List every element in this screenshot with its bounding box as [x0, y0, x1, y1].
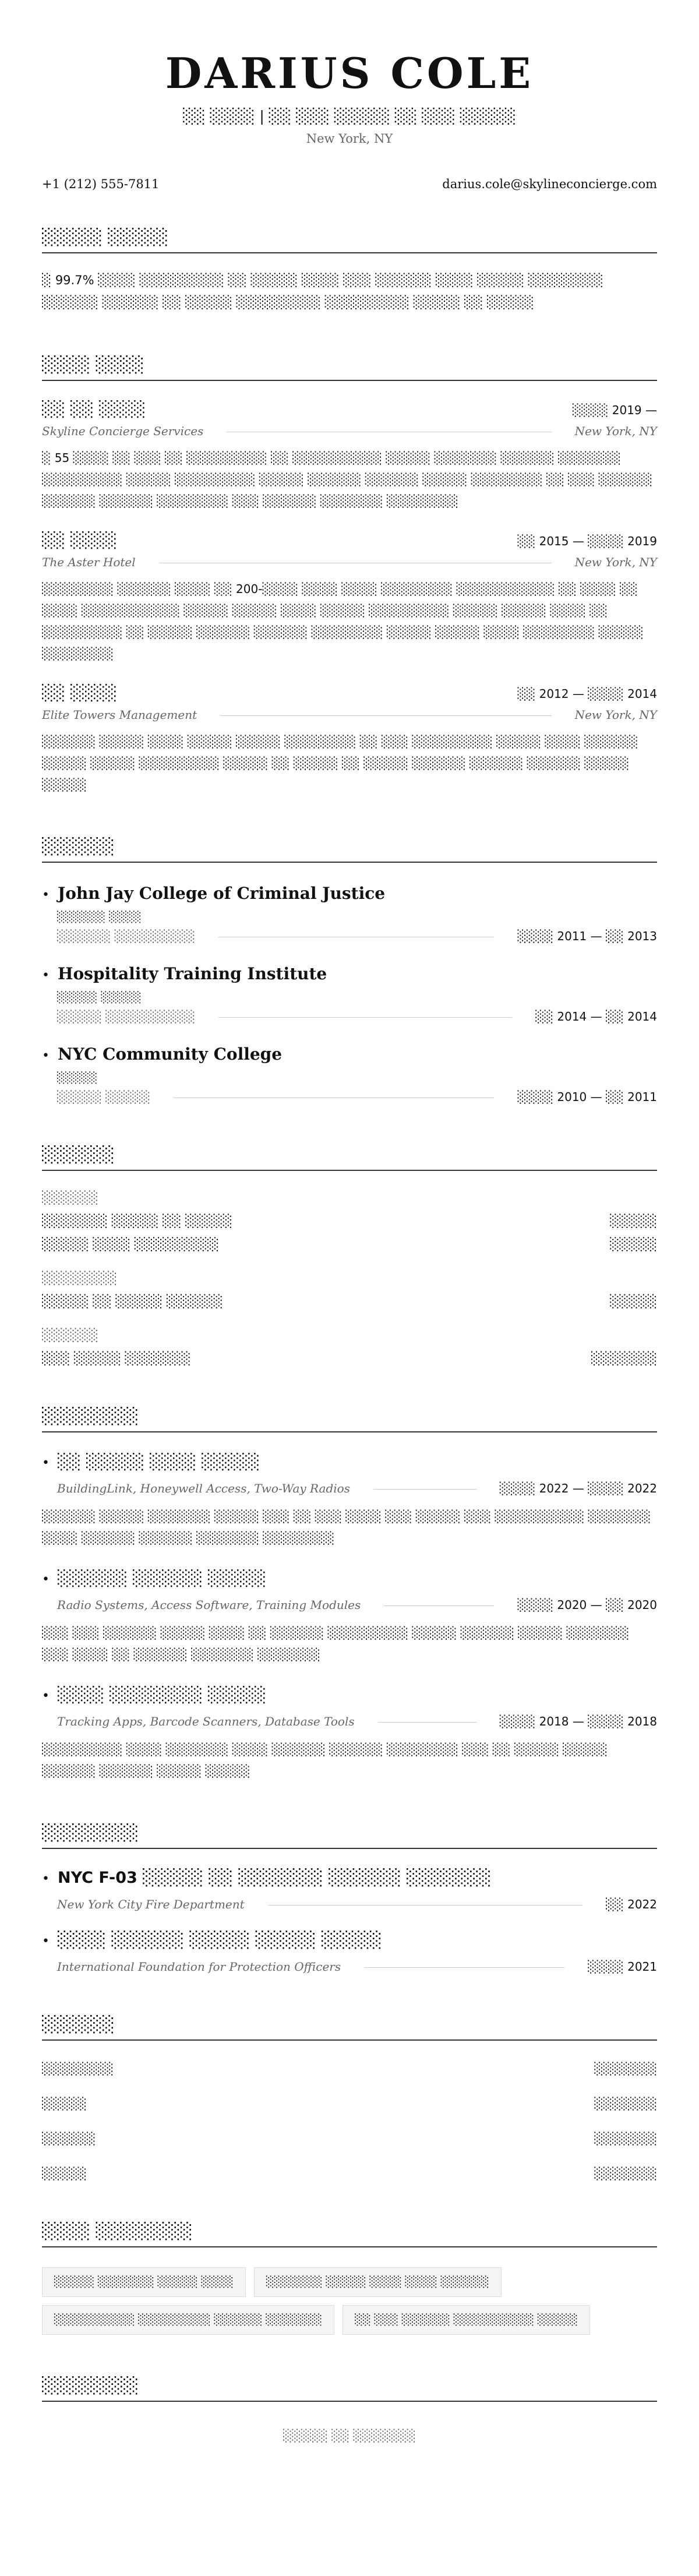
job-title: ░░ ░░░░ [42, 531, 118, 549]
interest-tag: ░░░░░░░ ░░░░░ ░░░░ ░░░░ ░░░░░░ [254, 2267, 502, 2297]
section-title: ░░░░ ░░░░░░░░ [42, 2222, 657, 2247]
project-entry [42, 1570, 657, 1665]
field-of-study: ░░░░░ ░░░░░ [57, 1089, 151, 1104]
language-level: ░░░░░░░ [594, 2131, 657, 2146]
project-date: ░░░░ 2018 — ░░░░ 2018 [499, 1714, 657, 1728]
job-description: ░░░░░░░░ ░░░░░░ ░░░░ ░░ 200-░░░░ ░░░░ ░░░░ ░░░░░░░░ ░░░░░░░░░░░ ░░ ░░░░ ░░ ░░░░ ░░░░░░░░░░░ ░░░░░ ░░░░░ ░░░░ ░░░░░ ░░░░░░░░░ ░░░░░ ░░░░░ ░░░░ ░░ ░░░░░░░░░ ░░ ░░░░░ ░░░░░░ ░░░░░░ ░░░░░░░░ ░░░░░ ░░░░░ ░░░░ ░░░░░░░░ ░░░░░ ░░░░░░░░ [42, 581, 644, 661]
bullet-icon: • [42, 1455, 50, 1470]
certification-entry [42, 1931, 657, 1974]
languages-section [42, 2016, 657, 2180]
skills-section [42, 1146, 657, 1365]
section-title: ░░░░░ ░░░░░ [42, 228, 657, 253]
skill-level: ░░░░░░░ [591, 1351, 657, 1365]
skill-category: ░░░░░░ [42, 1328, 98, 1342]
section-title: ░░░░░░ [42, 2016, 657, 2041]
job-company: The Aster Hotel [42, 555, 136, 569]
interest-tag: ░░ ░░░ ░░░░░░ ░░░░░░░░░░ ░░░░░ [343, 2305, 590, 2335]
section-title: ░░░░░░ [42, 838, 657, 863]
project-entry [42, 1686, 657, 1782]
job-company: Skyline Concierge Services [42, 424, 204, 438]
job-description: ░░░░░░ ░░░░░ ░░░░ ░░░░░ ░░░░░ ░░░░░░░░ ░░ ░░░ ░░░░░░░░░ ░░░░░ ░░░░ ░░░░░░ ░░░░░ ░░░░░ ░░░░░░░░░ ░░░░░ ░░ ░░░░░ ░░ ░░░░░ ░░░░░░ ░░░░░░ ░░░░░░ ░░░░░ ░░░░░ [42, 734, 638, 792]
experience-section [42, 356, 657, 796]
skill-level: ░░░░░ [610, 1294, 657, 1308]
bullet-icon: • [42, 887, 50, 902]
skill-group [42, 1271, 657, 1308]
school-name: John Jay College of Criminal Justice [57, 883, 386, 903]
skill-name: ░░░░░ ░░░░ ░░░░░░░░░ [42, 1237, 220, 1251]
field-of-study: ░░░░░░ ░░░░░░░░░ [57, 929, 196, 943]
school-name: Hospitality Training Institute [57, 964, 327, 983]
job-location: New York, NY [574, 555, 657, 569]
job-entry [42, 532, 657, 665]
contact-row [42, 177, 657, 191]
job-location: New York, NY [574, 707, 657, 722]
summary-text: ░ 99.7% ░░░░ ░░░░░░░░░ ░░ ░░░░░ ░░░░ ░░░ ░░░░░░ ░░░░ ░░░░░ ░░░░░░░░ ░░░░░░ ░░░░░░ ░░ ░░░░░ ░░░░░░░░░ ░░░░░░░░░ ░░░░░ ░░ ░░░░░ [42, 273, 603, 309]
certification-title: ░░░░ ░░░░░░ ░░░░░ ░░░░░ ░░░░░ [57, 1931, 382, 1949]
interest-tag: ░░░░░ ░░░░░░░ ░░░░░ ░░░░ [42, 2267, 246, 2297]
section-title: ░░░░░░ [42, 1146, 657, 1171]
job-description: ░ 55 ░░░░ ░░ ░░░ ░░ ░░░░░░░░░ ░░ ░░░░░░░░░░ ░░░░░ ░░░░░░░ ░░░░░░ ░░░░░░░ ░░░░░░░░░ ░░░░░ ░░░░░░░░░ ░░░░░ ░░░░░░ ░░░░░░ ░░░░░ ░░░░░░░░ ░░ ░░░ ░░░░░░ ░░░░░░ ░░░░░░ ░░░░░░░░ ░░░ ░░░░░░ ░░░░░░░ ░░░░░░░░ [42, 450, 652, 508]
interests-section [42, 2222, 657, 2335]
section-title: ░░░░░░░░ [42, 2377, 657, 2402]
skill-row [42, 1294, 657, 1308]
bullet-icon: • [42, 1572, 50, 1587]
bullet-icon: • [42, 1688, 50, 1703]
education-date: ░░░░ 2011 — ░░ 2013 [517, 929, 657, 943]
project-title: ░░░░ ░░░░░░░░ ░░░░░ [57, 1686, 267, 1704]
skill-row [42, 1237, 657, 1251]
divider [373, 1489, 476, 1490]
email-address: darius.cole@skylineconcierge.com [442, 177, 657, 192]
education-entry [42, 884, 657, 943]
certification-issuer: International Foundation for Protection Officers [57, 1959, 341, 1974]
certification-entry [42, 1869, 657, 1911]
project-title: ░░░░░░ ░░░░░░ ░░░░░ [57, 1569, 267, 1587]
job-title: ░░ ░░░░ [42, 684, 118, 702]
job-date: ░░ 2012 — ░░░░ 2014 [517, 686, 657, 701]
interest-tag: ░░░░░░░░░░ ░░░░░░░░░ ░░░░░░ ░░░░░░░ [42, 2305, 334, 2335]
references-section [42, 2377, 657, 2443]
bullet-icon: • [42, 1048, 50, 1063]
section-title: ░░░░░░░░ [42, 1407, 657, 1432]
certification-title: NYC F-03 ░░░░░ ░░ ░░░░░░░ ░░░░░░ ░░░░░░░ [57, 1868, 492, 1887]
project-title: ░░ ░░░░░ ░░░░ ░░░░░ [57, 1453, 260, 1471]
skill-group [42, 1191, 657, 1251]
certifications-section [42, 1824, 657, 1974]
bullet-icon: • [42, 968, 50, 983]
field-of-study: ░░░░░ ░░░░░░░░░░ [57, 1009, 196, 1024]
language-row [42, 2166, 657, 2180]
phone-number: +1 (212) 555-7811 [42, 177, 160, 192]
certification-date: ░░ 2022 [605, 1897, 657, 1911]
language-level: ░░░░░░░ [594, 2061, 657, 2076]
education-date: ░░ 2014 — ░░ 2014 [535, 1009, 657, 1024]
resume-header [42, 0, 657, 146]
project-tools: BuildingLink, Honeywell Access, Two-Way Radios [57, 1481, 350, 1495]
project-description: ░░░░░░ ░░░░░ ░░░░░░░ ░░░░░ ░░░ ░░ ░░░ ░░░░ ░░░ ░░░░░ ░░░ ░░░░░░░░░░ ░░░░░░░ ░░░░ ░░░░░░ ░░░░░░ ░░░░░░░ ░░░░░░░░ [42, 1509, 651, 1545]
language-row [42, 2132, 657, 2146]
project-tools: Radio Systems, Access Software, Training Modules [57, 1597, 361, 1612]
candidate-name: DARIUS COLE [165, 48, 534, 98]
certification-date: ░░░░ 2021 [588, 1959, 657, 1974]
job-entry [42, 684, 657, 796]
project-entry [42, 1453, 657, 1549]
language-name: ░░░░░ [42, 2166, 87, 2180]
education-section [42, 838, 657, 1104]
skill-row [42, 1214, 657, 1228]
language-level: ░░░░░░░ [594, 2096, 657, 2111]
language-row [42, 2097, 657, 2111]
skill-name: ░░░ ░░░░░ ░░░░░░░ [42, 1351, 191, 1365]
job-title: ░░ ░░ ░░░░ [42, 400, 146, 418]
divider [218, 1017, 512, 1018]
candidate-location: New York, NY [306, 132, 393, 146]
skill-category: ░░░░░░ [42, 1190, 98, 1205]
skill-level: ░░░░░ [610, 1213, 657, 1228]
language-row [42, 2062, 657, 2076]
language-name: ░░░░░░░░ [42, 2061, 114, 2076]
summary-section [42, 228, 657, 314]
project-description: ░░░ ░░░ ░░░░░░ ░░░░░ ░░░░ ░░ ░░░░░░ ░░░░░░░░░ ░░░░░ ░░░░░░ ░░░░░ ░░░░░░░ ░░░ ░░░░ ░░ ░░░░░░ ░░░░░░░ ░░░░░░░ [42, 1625, 630, 1661]
project-date: ░░░░ 2020 — ░░ 2020 [517, 1597, 657, 1612]
education-entry [42, 1044, 657, 1104]
section-title: ░░░░ ░░░░ [42, 356, 657, 381]
skill-name: ░░░░░░░ ░░░░░ ░░ ░░░░░ [42, 1213, 232, 1228]
school-name: NYC Community College [57, 1044, 283, 1064]
section-title: ░░░░░░░░ [42, 1824, 657, 1849]
job-date: ░░ 2015 — ░░░░ 2019 [517, 534, 657, 548]
skill-category: ░░░░░░░░ [42, 1271, 118, 1285]
education-entry [42, 964, 657, 1024]
certification-issuer: New York City Fire Department [57, 1897, 245, 1911]
projects-section [42, 1407, 657, 1782]
headline: ░░ ░░░░ | ░░ ░░░ ░░░░░ ░░ ░░░ ░░░░░ [183, 108, 516, 125]
bullet-icon: • [42, 1871, 50, 1886]
skill-group [42, 1328, 657, 1365]
job-company: Elite Towers Management [42, 707, 197, 722]
degree: ░░░░░ [57, 1071, 98, 1084]
education-date: ░░░░ 2010 — ░░ 2011 [517, 1089, 657, 1104]
bullet-icon: • [42, 1933, 50, 1949]
project-tools: Tracking Apps, Barcode Scanners, Database Tools [57, 1714, 355, 1728]
interest-tags [42, 2267, 657, 2335]
language-name: ░░░░░░ [42, 2131, 96, 2146]
degree: ░░░░░ ░░░░░ [57, 991, 142, 1004]
job-date: ░░░░ 2019 — [572, 403, 657, 417]
project-description: ░░░░░░░░░ ░░░░ ░░░░░░░ ░░░░ ░░░░░░ ░░░░░░ ░░░░░░░░ ░░░ ░░ ░░░░░ ░░░░░ ░░░░░░ ░░░░░░ ░░░░░ ░░░░░ [42, 1742, 608, 1778]
project-date: ░░░░ 2022 — ░░░░ 2022 [499, 1481, 657, 1495]
divider [378, 1722, 476, 1723]
divider [220, 715, 551, 716]
divider [364, 1967, 564, 1968]
skill-name: ░░░░░ ░░ ░░░░░ ░░░░░░ [42, 1294, 223, 1308]
degree: ░░░░░░ ░░░░ [57, 911, 142, 923]
divider [384, 1605, 494, 1606]
skill-level: ░░░░░ [610, 1237, 657, 1251]
references-text: ░░░░░ ░░ ░░░░░░░ [283, 2428, 416, 2443]
language-level: ░░░░░░░ [594, 2166, 657, 2180]
job-location: New York, NY [574, 424, 657, 438]
skill-row [42, 1351, 657, 1365]
language-name: ░░░░░ [42, 2096, 87, 2111]
job-entry [42, 401, 657, 512]
